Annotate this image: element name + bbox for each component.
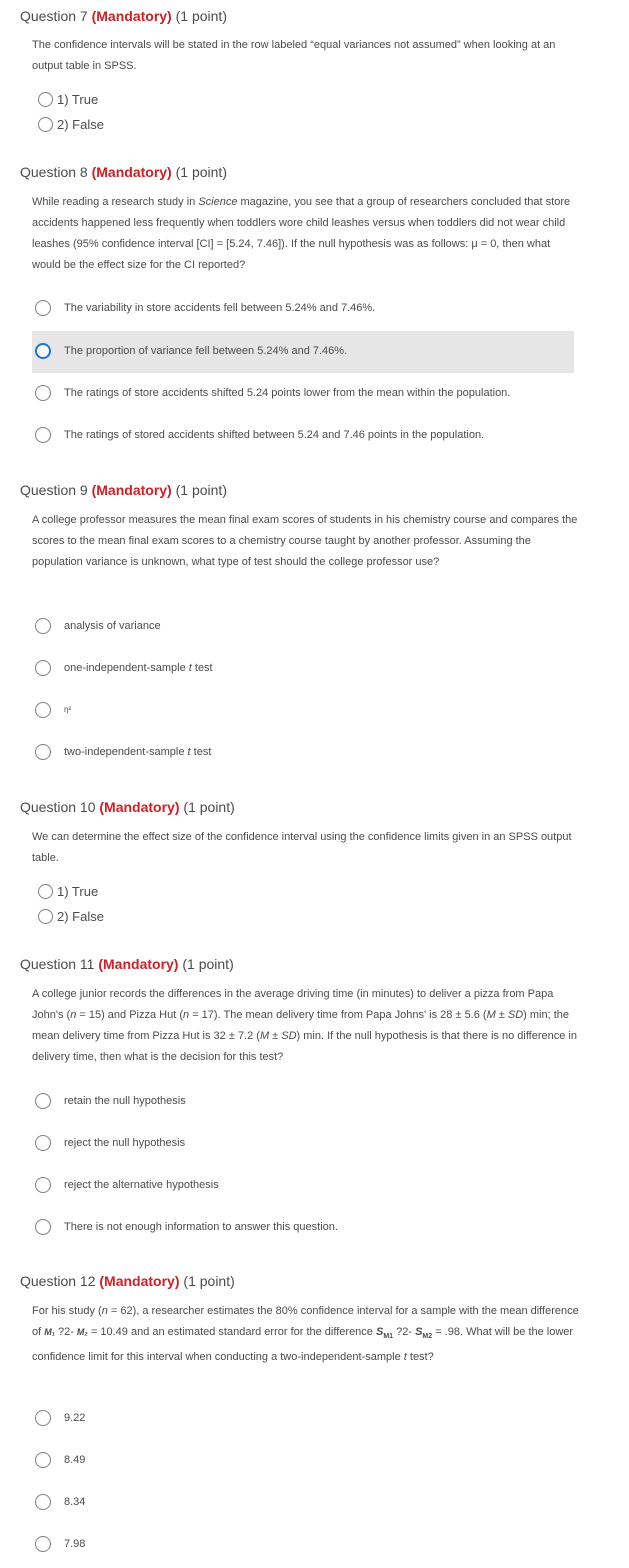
question-12-option-a[interactable]: 9.22 [32, 1398, 574, 1440]
mandatory-label: (Mandatory) [91, 482, 172, 498]
question-9-option-d[interactable]: two-independent-sample t test [32, 732, 574, 774]
question-8-option-b[interactable]: The proportion of variance fell between 5.24% and 7.46%. [32, 331, 574, 373]
question-number: Question 11 [20, 956, 95, 972]
mandatory-label: (Mandatory) [91, 164, 172, 180]
question-9-option-a[interactable]: analysis of variance [32, 606, 574, 648]
radio-button[interactable] [35, 1219, 51, 1235]
radio-button[interactable] [35, 1536, 51, 1552]
question-10-text: We can determine the effect size of the confidence interval using the confidence limits given in an SPSS output table. [32, 831, 572, 864]
radio-button[interactable] [35, 618, 51, 634]
question-12-option-b[interactable]: 8.49 [32, 1440, 574, 1482]
question-9-header [20, 482, 227, 498]
question-9-option-b[interactable]: one-independent-sample t test [32, 648, 574, 690]
question-8-header [20, 164, 227, 180]
question-12-option-d[interactable]: 7.98 [32, 1524, 574, 1566]
radio-button[interactable] [35, 702, 51, 718]
question-9-option-c[interactable]: η² [32, 690, 574, 732]
question-11-option-d[interactable]: There is not enough information to answer this question. [32, 1207, 574, 1249]
mandatory-label: (Mandatory) [91, 8, 172, 24]
question-8-text: While reading a research study in Science magazine, you see that a group of researchers concluded that store accidents happened less frequently when toddlers wore child leashes versus when toddlers did not wear child leashes (95% confidence interval [CI] = [5.24, 7.46]). If the null hypothesis was as follows: μ = 0, then what would be the effect size for the CI reported? [32, 196, 571, 271]
radio-button[interactable] [35, 427, 51, 443]
question-11-option-a[interactable]: retain the null hypothesis [32, 1081, 574, 1123]
radio-button[interactable] [35, 343, 51, 359]
radio-button[interactable] [35, 300, 51, 316]
question-12-option-c[interactable]: 8.34 [32, 1482, 574, 1524]
question-7-text: The confidence intervals will be stated in the row labeled “equal variances not assumed” when looking at an output table in SPSS. [32, 39, 556, 72]
points-label: (1 point) [175, 482, 227, 498]
question-8-option-c[interactable]: The ratings of store accidents shifted 5.24 points lower from the mean within the population. [32, 373, 574, 415]
question-number: Question 12 [20, 1273, 96, 1289]
question-11-option-c[interactable]: reject the alternative hypothesis [32, 1165, 574, 1207]
question-number: Question 9 [20, 482, 88, 498]
question-11-option-b[interactable]: reject the null hypothesis [32, 1123, 574, 1165]
points-label: (1 point) [182, 956, 234, 972]
radio-button[interactable] [38, 92, 53, 107]
points-label: (1 point) [183, 1273, 235, 1289]
question-8-option-d[interactable]: The ratings of stored accidents shifted between 5.24 and 7.46 points in the population. [32, 415, 574, 457]
radio-button[interactable] [35, 1093, 51, 1109]
radio-button[interactable] [35, 1135, 51, 1151]
points-label: (1 point) [175, 8, 227, 24]
radio-button[interactable] [35, 1410, 51, 1426]
radio-button[interactable] [35, 1452, 51, 1468]
radio-button[interactable] [35, 1177, 51, 1193]
question-7-header [20, 8, 227, 24]
radio-button[interactable] [35, 744, 51, 760]
radio-button[interactable] [38, 117, 53, 132]
question-9-text: A college professor measures the mean final exam scores of students in his chemistry course and compares the scores to the mean final exam scores to a chemistry course taught by another professor. Assuming the population variance is unknown, what type of test should the college professor use? [32, 514, 578, 568]
radio-button[interactable] [35, 385, 51, 401]
mandatory-label: (Mandatory) [99, 799, 180, 815]
question-12-text: For his study (n = 62), a researcher estimates the 80% confidence interval for a sample with the mean difference of M₁ ?2- M₂ = 10.49 and an estimated standard error for the difference $S_{M1}$ ?2- $S_{M2} = .98$. What will be the lower confidence limit for this interval when conducting a two-independent-sample t test? [32, 1305, 579, 1364]
question-number: Question 7 [20, 8, 88, 24]
question-11-header [20, 956, 234, 972]
radio-button[interactable] [38, 884, 53, 899]
mandatory-label: (Mandatory) [98, 956, 179, 972]
question-number: Question 8 [20, 164, 88, 180]
mandatory-label: (Mandatory) [99, 1273, 180, 1289]
question-11-text: A college junior records the differences in the average driving time (in minutes) to deliver a pizza from Papa John's (n = 15) and Pizza Hut (n = 17). The mean delivery time from Papa Johns' is 28 ± 5.6 (M ± SD) min; the mean delivery time from Pizza Hut is 32 ± 7.2 (M ± SD) min. If the null hypothesis is that there is no difference in delivery time, then what is the decision for this test? [32, 988, 577, 1063]
question-12-header [20, 1273, 235, 1289]
question-number: Question 10 [20, 799, 96, 815]
radio-button[interactable] [38, 909, 53, 924]
points-label: (1 point) [175, 164, 227, 180]
question-8-option-a[interactable]: The variability in store accidents fell between 5.24% and 7.46%. [32, 288, 574, 330]
question-10-header [20, 799, 235, 815]
radio-button[interactable] [35, 1494, 51, 1510]
radio-button[interactable] [35, 660, 51, 676]
points-label: (1 point) [183, 799, 235, 815]
